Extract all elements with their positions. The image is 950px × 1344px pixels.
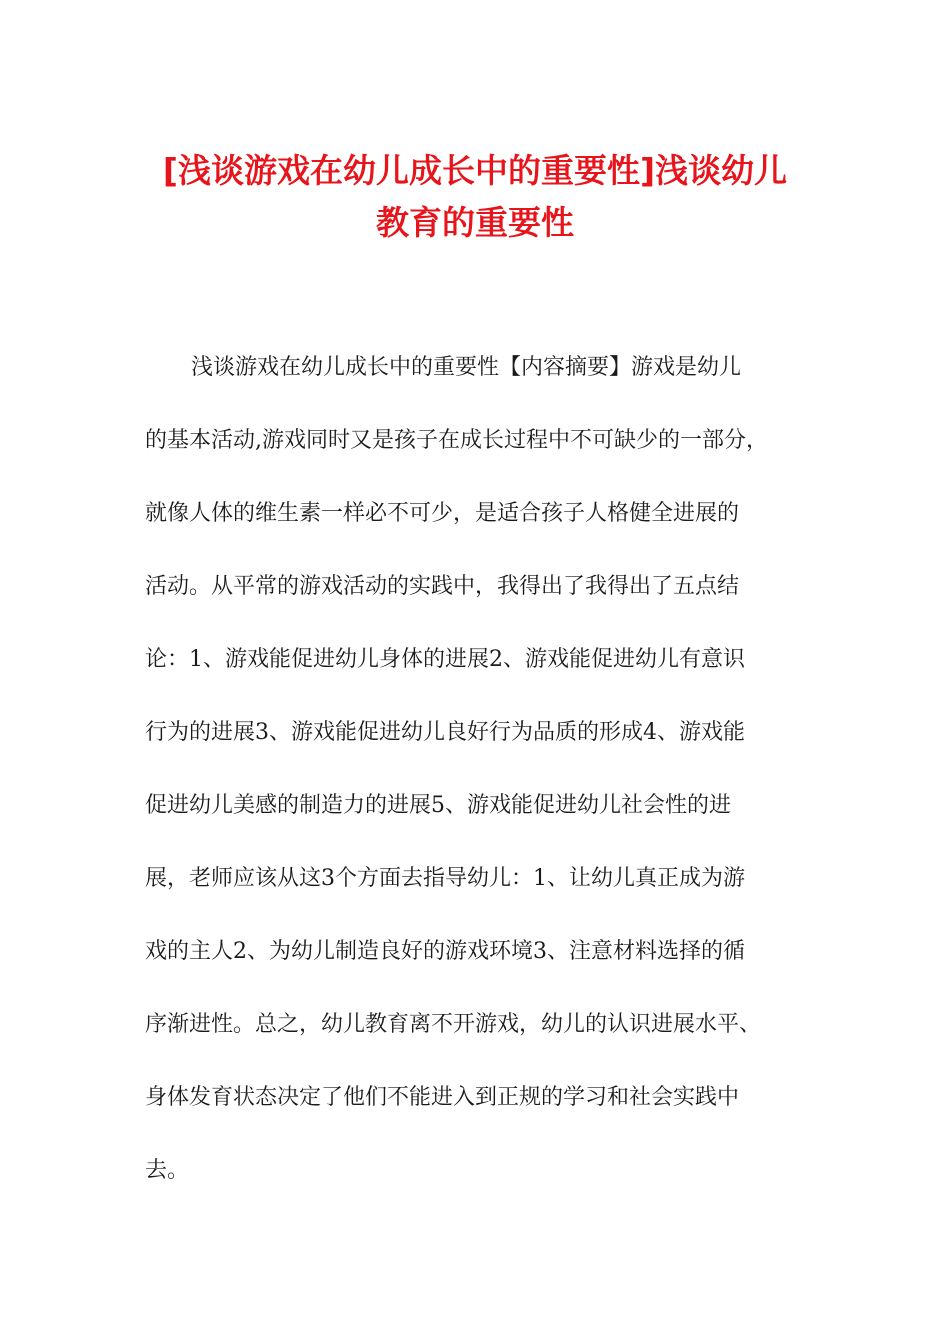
body-line-12: 去。	[145, 1158, 190, 1183]
body-line-2: 的基本活动,游戏同时又是孩子在成长过程中不可缺少的一部分，	[145, 428, 768, 453]
body-line-10: 序渐进性。总之，幼儿教育离不开游戏，幼儿的认识进展水平、	[145, 1012, 762, 1037]
body-line-7: 促进幼儿美感的制造力的进展5、游戏能促进幼儿社会性的进	[145, 793, 731, 818]
body-line-6: 行为的进展3、游戏能促进幼儿良好行为品质的形成4、游戏能	[145, 720, 745, 745]
body-line-5: 论：1、游戏能促进幼儿身体的进展2、游戏能促进幼儿有意识	[145, 647, 745, 672]
body-line-9: 戏的主人2、为幼儿制造良好的游戏环境3、注意材料选择的循	[145, 939, 745, 964]
body-line-1: 浅谈游戏在幼儿成长中的重要性【内容摘要】游戏是幼儿	[191, 355, 742, 380]
document-title	[100, 145, 850, 249]
title-line-1: [浅谈游戏在幼儿成长中的重要性]浅谈幼儿	[162, 151, 788, 190]
body-line-8: 展，老师应该从这3个方面去指导幼儿：1、让幼儿真正成为游	[145, 866, 745, 891]
body-line-11: 身体发育状态决定了他们不能进入到正规的学习和社会实践中	[145, 1085, 740, 1110]
body-line-4: 活动。从平常的游戏活动的实践中，我得出了我得出了五点结	[145, 574, 740, 599]
title-line-2: 教育的重要性	[376, 203, 574, 242]
document-body	[145, 331, 810, 1207]
body-line-3: 就像人体的维生素一样必不可少，是适合孩子人格健全进展的	[145, 501, 740, 526]
